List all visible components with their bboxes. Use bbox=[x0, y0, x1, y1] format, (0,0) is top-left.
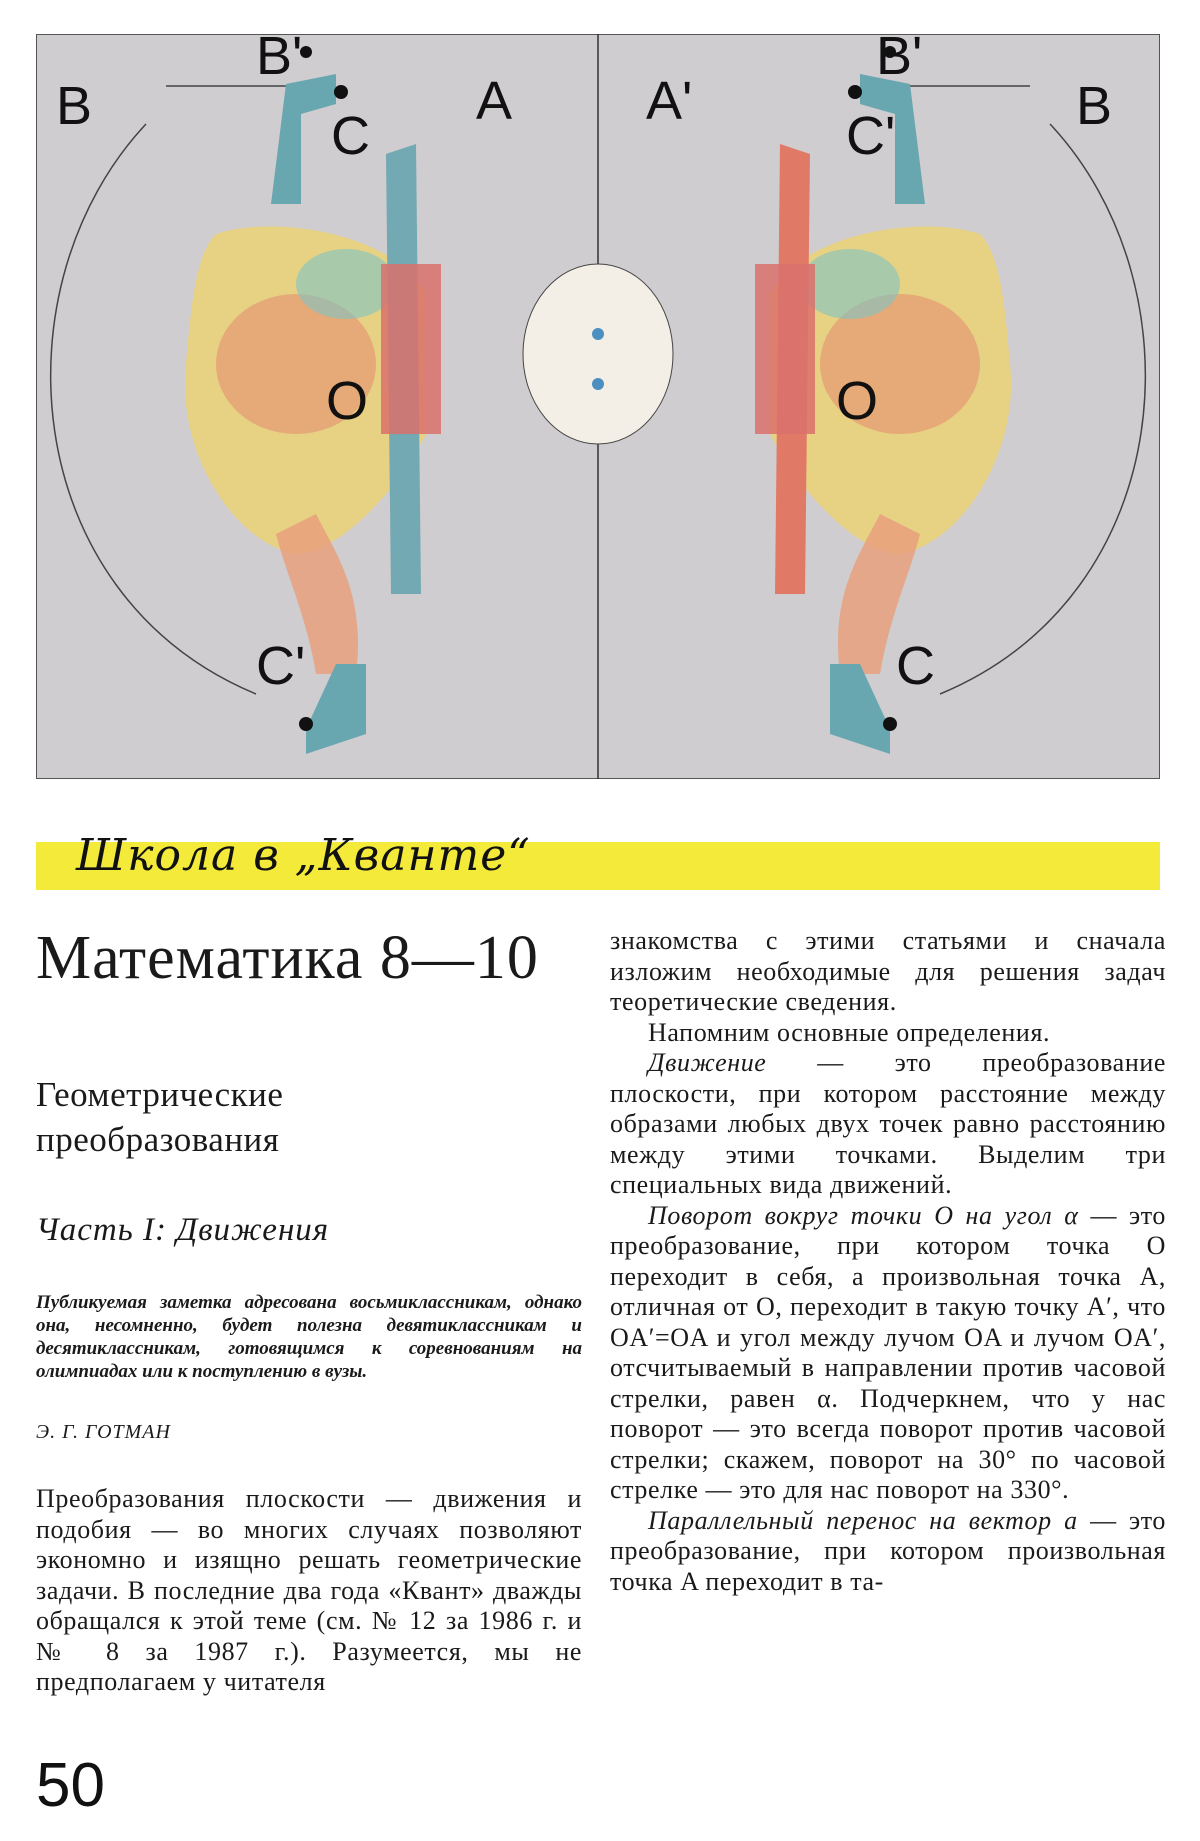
part-label: Часть I: Движения bbox=[36, 1212, 330, 1248]
left-column bbox=[36, 920, 582, 1698]
label-b-prime-right: B' bbox=[876, 34, 923, 86]
subtitle-line-1: Геометрические bbox=[36, 1075, 284, 1114]
label-c-prime-right: C' bbox=[846, 106, 896, 166]
label-o-right: O bbox=[836, 371, 879, 431]
article-abstract: Публикуемая заметка адресована восьмиклассникам, однако она, несомненно, будет полезна девятиклассникам и десятиклассникам, готовящимся к соревнованиям на олимпиадах или к поступлению в вузы. bbox=[36, 1292, 582, 1382]
label-c-prime-left: C' bbox=[256, 636, 306, 696]
label-c-left: C bbox=[331, 106, 370, 166]
label-a-left: A bbox=[476, 71, 513, 131]
label-c-right: C bbox=[896, 636, 935, 696]
right-paragraph-5 bbox=[610, 1506, 1166, 1598]
term-rotation: Поворот вокруг точки O на угол α bbox=[648, 1200, 1079, 1230]
article-author: Э. Г. ГОТМАН bbox=[36, 1421, 171, 1443]
subtitle-line-2: преобразования bbox=[36, 1120, 280, 1159]
right-paragraph-2: Напомним основные определения. bbox=[648, 1017, 1051, 1047]
label-a-prime-right: A' bbox=[646, 71, 693, 131]
right-paragraph-1: знакомства с этими статьями и сначала изложим необходимые для решения задач теоретические сведения. bbox=[610, 926, 1166, 1016]
term-translation: Параллельный перенос на вектор a bbox=[648, 1505, 1078, 1535]
section-banner bbox=[36, 830, 1160, 890]
right-paragraph-3 bbox=[610, 1048, 1166, 1201]
label-b-left: B bbox=[56, 76, 93, 136]
definition-translation: — это преобразование, при котором произвольная точка A переходит в та- bbox=[610, 1505, 1166, 1596]
page-number: 50 bbox=[36, 1751, 105, 1820]
right-paragraph-4 bbox=[610, 1201, 1166, 1506]
article-title: Математика 8—10 bbox=[36, 924, 539, 992]
definition-rotation: — это преобразование, при котором точка O переходит в себя, а произвольная точка A, отличная от O, переходит в такую точку A′, что OA′=OA и угол между лучом OA и лучом OA′, отсчитываемый в направлении против часовой стрелки, равен α. Подчеркнем, что у нас поворот — это всегда поворот против часовой стрелки; скажем, поворот на 30° по часовой стрелке — это для нас поворот на 330°. bbox=[610, 1200, 1167, 1504]
label-o-left: O bbox=[326, 371, 369, 431]
term-movement: Движение bbox=[648, 1048, 767, 1077]
definition-movement: — это преобразование плоскости, при котором расстояние между образами любых двух точек равно расстоянию между этими точками. Выделим три специальных вида движений. bbox=[610, 1048, 1166, 1199]
label-b-prime-left: B' bbox=[256, 34, 303, 86]
right-column bbox=[610, 926, 1166, 1597]
rotation-illustration-svg bbox=[36, 34, 1160, 779]
label-b-right: B bbox=[1076, 76, 1113, 136]
article-subtitle bbox=[36, 1072, 582, 1162]
left-body-paragraph: Преобразования плоскости — движения и подобия — во многих случаях позволяют экономно и изящно решать геометрические задачи. В последние два года «Квант» дважды обращался к этой теме (см. № 12 за 1986 г. и № 8 за 1987 г.). Разумеется, мы не предполагаем у читателя bbox=[36, 1484, 582, 1696]
figure-illustration bbox=[36, 34, 1160, 779]
banner-title: Школа в „Кванте“ bbox=[76, 830, 531, 881]
